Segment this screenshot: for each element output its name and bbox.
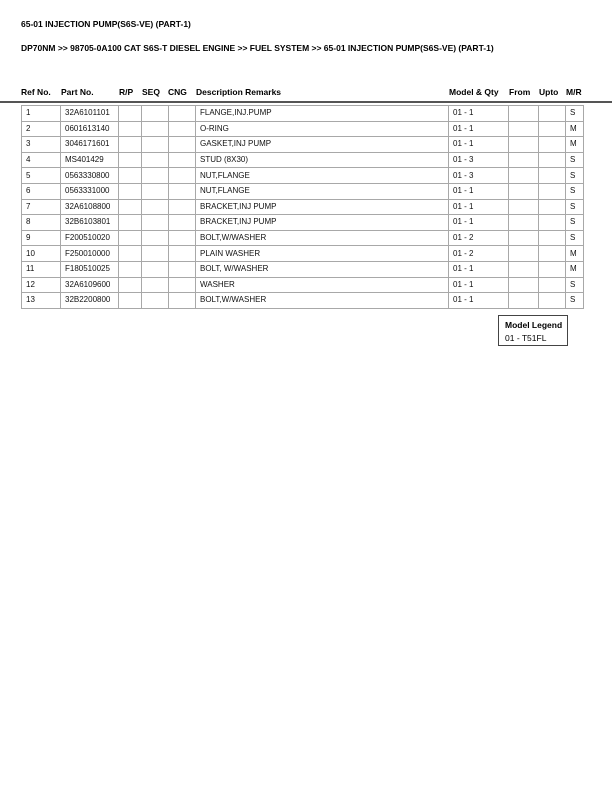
table-header — [0, 87, 612, 101]
table-row — [22, 293, 584, 309]
cell-description: BRACKET,INJ PUMP — [196, 199, 449, 215]
cell-description: PLAIN WASHER — [196, 246, 449, 262]
cell-model-qty: 01 - 1 — [449, 293, 509, 309]
cell-ref-no: 1 — [22, 106, 61, 122]
cell-model-qty: 01 - 1 — [449, 199, 509, 215]
cell-seq — [142, 215, 169, 231]
cell-seq — [142, 246, 169, 262]
cell-seq — [142, 293, 169, 309]
column-header-seq: SEQ — [142, 87, 160, 97]
cell-part-no: 32B6103801 — [61, 215, 119, 231]
cell-from — [509, 261, 539, 277]
cell-seq — [142, 277, 169, 293]
cell-cng — [169, 137, 196, 153]
cell-cng — [169, 261, 196, 277]
cell-seq — [142, 137, 169, 153]
cell-rp — [119, 246, 142, 262]
cell-ref-no: 10 — [22, 246, 61, 262]
cell-mr: S — [566, 215, 584, 231]
page-title: 65-01 INJECTION PUMP(S6S-VE) (PART-1) — [21, 19, 191, 29]
cell-upto — [539, 215, 566, 231]
breadcrumb: DP70NM >> 98705-0A100 CAT S6S-T DIESEL ENGINE >> FUEL SYSTEM >> 65-01 INJECTION PUMP(S6S-VE) (PART-1) — [21, 43, 494, 53]
column-header-from: From — [509, 87, 531, 97]
cell-model-qty: 01 - 2 — [449, 230, 509, 246]
legend-title: Model Legend — [505, 320, 563, 330]
cell-mr: S — [566, 168, 584, 184]
cell-upto — [539, 137, 566, 153]
cell-part-no: F250010000 — [61, 246, 119, 262]
cell-rp — [119, 152, 142, 168]
cell-model-qty: 01 - 1 — [449, 277, 509, 293]
cell-part-no: 0601613140 — [61, 121, 119, 137]
cell-description: O-RING — [196, 121, 449, 137]
cell-seq — [142, 199, 169, 215]
cell-description: BOLT,W/WASHER — [196, 230, 449, 246]
cell-cng — [169, 168, 196, 184]
cell-mr: S — [566, 152, 584, 168]
column-header-mr: M/R — [566, 87, 582, 97]
cell-from — [509, 168, 539, 184]
cell-model-qty: 01 - 1 — [449, 137, 509, 153]
cell-seq — [142, 230, 169, 246]
cell-seq — [142, 183, 169, 199]
cell-cng — [169, 106, 196, 122]
column-header-ref-no: Ref No. — [21, 87, 51, 97]
cell-model-qty: 01 - 1 — [449, 121, 509, 137]
cell-from — [509, 277, 539, 293]
cell-mr: M — [566, 137, 584, 153]
cell-upto — [539, 246, 566, 262]
cell-cng — [169, 152, 196, 168]
cell-description: GASKET,INJ PUMP — [196, 137, 449, 153]
table-row — [22, 106, 584, 122]
cell-part-no: 0563331000 — [61, 183, 119, 199]
cell-from — [509, 293, 539, 309]
column-header-description: Description Remarks — [196, 87, 282, 97]
cell-description: NUT,FLANGE — [196, 183, 449, 199]
cell-description: WASHER — [196, 277, 449, 293]
cell-from — [509, 137, 539, 153]
table-row — [22, 261, 584, 277]
header-divider — [0, 101, 612, 103]
cell-model-qty: 01 - 3 — [449, 152, 509, 168]
table-row — [22, 215, 584, 231]
cell-mr: S — [566, 230, 584, 246]
cell-ref-no: 3 — [22, 137, 61, 153]
cell-model-qty: 01 - 2 — [449, 246, 509, 262]
cell-upto — [539, 168, 566, 184]
cell-mr: M — [566, 121, 584, 137]
cell-description: FLANGE,INJ.PUMP — [196, 106, 449, 122]
column-header-rp: R/P — [119, 87, 134, 97]
cell-ref-no: 5 — [22, 168, 61, 184]
column-header-model-qty: Model & Qty — [449, 87, 499, 97]
cell-from — [509, 199, 539, 215]
cell-upto — [539, 230, 566, 246]
cell-model-qty: 01 - 1 — [449, 215, 509, 231]
cell-description: BOLT, W/WASHER — [196, 261, 449, 277]
cell-part-no: F180510025 — [61, 261, 119, 277]
cell-from — [509, 152, 539, 168]
cell-rp — [119, 277, 142, 293]
cell-ref-no: 6 — [22, 183, 61, 199]
cell-ref-no: 13 — [22, 293, 61, 309]
cell-rp — [119, 293, 142, 309]
table-row — [22, 152, 584, 168]
column-header-cng: CNG — [168, 87, 187, 97]
cell-cng — [169, 293, 196, 309]
cell-model-qty: 01 - 3 — [449, 168, 509, 184]
cell-seq — [142, 261, 169, 277]
cell-ref-no: 8 — [22, 215, 61, 231]
cell-rp — [119, 230, 142, 246]
table-row — [22, 199, 584, 215]
cell-part-no: 32A6101101 — [61, 106, 119, 122]
cell-model-qty: 01 - 1 — [449, 261, 509, 277]
cell-from — [509, 215, 539, 231]
cell-description: BOLT,W/WASHER — [196, 293, 449, 309]
parts-table — [21, 105, 584, 309]
cell-cng — [169, 215, 196, 231]
cell-ref-no: 12 — [22, 277, 61, 293]
cell-seq — [142, 152, 169, 168]
cell-rp — [119, 199, 142, 215]
table-row — [22, 183, 584, 199]
cell-mr: M — [566, 261, 584, 277]
cell-upto — [539, 293, 566, 309]
cell-ref-no: 11 — [22, 261, 61, 277]
table-row — [22, 230, 584, 246]
cell-cng — [169, 246, 196, 262]
cell-mr: S — [566, 183, 584, 199]
cell-rp — [119, 183, 142, 199]
cell-part-no: F200510020 — [61, 230, 119, 246]
legend-item: 01 - T51FL — [505, 333, 547, 343]
column-header-part-no: Part No. — [61, 87, 94, 97]
cell-part-no: 0563330800 — [61, 168, 119, 184]
cell-part-no: 3046171601 — [61, 137, 119, 153]
cell-description: NUT,FLANGE — [196, 168, 449, 184]
table-row — [22, 246, 584, 262]
cell-rp — [119, 121, 142, 137]
cell-part-no: 32A6109600 — [61, 277, 119, 293]
cell-upto — [539, 261, 566, 277]
cell-mr: M — [566, 246, 584, 262]
cell-rp — [119, 215, 142, 231]
cell-cng — [169, 277, 196, 293]
cell-mr: S — [566, 199, 584, 215]
cell-from — [509, 230, 539, 246]
column-header-upto: Upto — [539, 87, 559, 97]
cell-cng — [169, 121, 196, 137]
table-row — [22, 277, 584, 293]
cell-rp — [119, 261, 142, 277]
cell-part-no: 32A6108800 — [61, 199, 119, 215]
cell-mr: S — [566, 106, 584, 122]
model-legend — [498, 315, 568, 346]
cell-seq — [142, 121, 169, 137]
cell-upto — [539, 106, 566, 122]
cell-part-no: 32B2200800 — [61, 293, 119, 309]
cell-mr: S — [566, 277, 584, 293]
cell-from — [509, 106, 539, 122]
cell-part-no: MS401429 — [61, 152, 119, 168]
cell-rp — [119, 137, 142, 153]
cell-cng — [169, 199, 196, 215]
cell-model-qty: 01 - 1 — [449, 106, 509, 122]
cell-rp — [119, 106, 142, 122]
cell-rp — [119, 168, 142, 184]
cell-upto — [539, 121, 566, 137]
cell-from — [509, 246, 539, 262]
cell-upto — [539, 277, 566, 293]
cell-ref-no: 7 — [22, 199, 61, 215]
cell-from — [509, 121, 539, 137]
cell-cng — [169, 183, 196, 199]
cell-mr: S — [566, 293, 584, 309]
cell-from — [509, 183, 539, 199]
cell-description: STUD (8X30) — [196, 152, 449, 168]
cell-cng — [169, 230, 196, 246]
cell-upto — [539, 199, 566, 215]
cell-ref-no: 9 — [22, 230, 61, 246]
cell-upto — [539, 152, 566, 168]
cell-description: BRACKET,INJ PUMP — [196, 215, 449, 231]
table-row — [22, 137, 584, 153]
cell-seq — [142, 168, 169, 184]
cell-model-qty: 01 - 1 — [449, 183, 509, 199]
table-row — [22, 121, 584, 137]
cell-ref-no: 2 — [22, 121, 61, 137]
cell-ref-no: 4 — [22, 152, 61, 168]
cell-seq — [142, 106, 169, 122]
table-row — [22, 168, 584, 184]
cell-upto — [539, 183, 566, 199]
